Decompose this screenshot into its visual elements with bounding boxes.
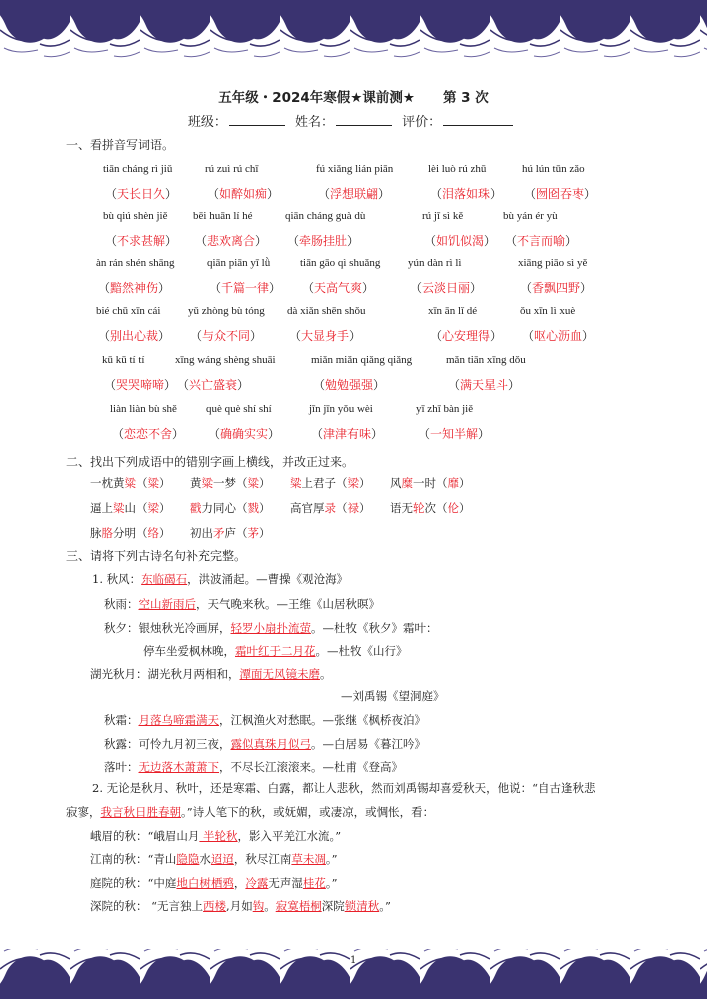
line-text: ，天气晚来秋。—王维《山居秋暝》 — [196, 597, 380, 611]
pinyin-text: què què shí shí — [206, 403, 272, 415]
paren-open: （ — [336, 476, 348, 490]
answer-word: 确确实实 — [220, 427, 269, 441]
line-text: 深院 — [321, 899, 345, 913]
answer-text — [105, 232, 177, 249]
filled-answer: 锁清秋 — [344, 899, 380, 913]
paren-close: ） — [165, 234, 178, 248]
answer-word: 囫囵吞枣 — [536, 187, 585, 201]
paren-close: ） — [164, 378, 177, 392]
answer-word: 浮想联翩 — [330, 187, 379, 201]
pinyin-text: kū kū tí tí — [102, 354, 145, 366]
wrong-character: 录 — [324, 501, 336, 515]
decorative-wave-border-top — [0, 0, 707, 62]
answer-text — [424, 232, 496, 249]
filled-answer: 轻罗小扇扑流萤 — [230, 621, 311, 635]
paren-close: ） — [159, 526, 171, 540]
answer-word: 云淡日丽 — [422, 281, 471, 295]
filled-answer: 迢迢 — [210, 852, 234, 866]
paren-close: ） — [255, 234, 268, 248]
line-text: 秋夕：银烛秋光冷画屏， — [104, 621, 231, 635]
line-text: 。 — [320, 667, 332, 681]
idiom-prefix: 初出 — [190, 526, 213, 540]
line-text: ,月如 — [226, 899, 253, 913]
paren-close: ） — [582, 329, 595, 343]
answer-word: 呕心沥血 — [534, 329, 583, 343]
poem-line — [92, 571, 348, 587]
idiom-item — [190, 500, 271, 516]
corrected-character: 粱 — [247, 476, 259, 490]
answer-word: 不求甚解 — [117, 234, 166, 248]
corrected-character: 伦 — [447, 501, 459, 515]
paren-close: ） — [259, 501, 271, 515]
filled-answer: 冷露 — [245, 876, 269, 890]
answer-text — [313, 376, 385, 393]
poem-line — [341, 688, 445, 704]
paren-close: ） — [359, 476, 371, 490]
pinyin-text: yún dàn rì lì — [408, 257, 462, 269]
paren-open: （ — [302, 281, 315, 295]
line-text: 江南的秋：“青山 — [90, 852, 177, 866]
pinyin-text: qiān cháng guà dù — [285, 210, 366, 222]
paren-close: ） — [347, 234, 360, 248]
paren-close: ） — [172, 427, 185, 441]
filled-answer: 隐隐 — [176, 852, 200, 866]
filled-answer: 无边落木萧萧下 — [138, 760, 219, 774]
page-number: 1 — [350, 955, 357, 966]
grade-blank — [443, 113, 513, 126]
paren-open: （ — [313, 378, 326, 392]
line-text: 深院的秋： “无言独上 — [90, 899, 204, 913]
paren-open: （ — [136, 476, 148, 490]
paren-close: ） — [362, 281, 375, 295]
pinyin-text: qiān piān yī lǜ — [207, 257, 271, 269]
line-text: 1. 秋风： — [92, 572, 142, 586]
paren-close: ） — [259, 526, 271, 540]
paren-open: （ — [336, 501, 348, 515]
paren-open: （ — [236, 526, 248, 540]
paren-close: ） — [158, 281, 171, 295]
line-text: —刘禹锡《望洞庭》 — [341, 689, 445, 703]
paren-close: ） — [584, 187, 597, 201]
pinyin-text: xīn ān lǐ dé — [428, 305, 478, 317]
paren-close: ） — [349, 329, 362, 343]
paren-close: ） — [159, 476, 171, 490]
line-text: ，秋尽江南 — [233, 852, 292, 866]
title-session: 第 3 次 — [442, 90, 489, 106]
section3-heading: 三、请将下列古诗名句补充完整。 — [66, 549, 247, 563]
idiom-item — [190, 475, 271, 491]
poem-line — [90, 898, 391, 914]
wrong-character: 粱 — [201, 476, 213, 490]
answer-word: 千篇一律 — [221, 281, 270, 295]
corrected-character: 靡 — [447, 476, 459, 490]
poem-line — [104, 596, 380, 612]
answer-word: 天长日久 — [117, 187, 166, 201]
pinyin-text: rú zuì rú chī — [205, 163, 259, 175]
wrong-character: 粱 — [113, 501, 125, 515]
filled-answer: 空山新雨后 — [138, 597, 196, 611]
title-main: 五年级・2024年寒假★课前测★ — [218, 90, 415, 106]
paren-open: （ — [522, 329, 535, 343]
line-text: 无声湿 — [268, 876, 303, 890]
line-text: 湖光秋月：湖光秋月两相和， — [90, 667, 240, 681]
answer-word: 黯然神伤 — [110, 281, 159, 295]
paren-close: ） — [378, 187, 391, 201]
paren-open: （ — [98, 329, 111, 343]
line-text: 。”诗人笔下的秋，或妩媚，或凄凉，或惆怅，看： — [181, 805, 435, 819]
answer-word: 与众不同 — [202, 329, 251, 343]
poem-line — [90, 875, 338, 891]
paren-open: （ — [195, 234, 208, 248]
idiom-suffix: 力同心 — [201, 501, 236, 515]
line-text: 。 — [264, 899, 276, 913]
poem-line — [104, 712, 426, 728]
grade-label: 评价： — [402, 115, 442, 130]
idiom-prefix: 高官厚 — [290, 501, 325, 515]
line-text: 寂寥， — [66, 805, 101, 819]
line-text: 秋露：可怜九月初三夜， — [104, 737, 231, 751]
wrong-character: 粱 — [290, 476, 302, 490]
corrected-character: 梁 — [147, 501, 159, 515]
student-info-line — [0, 111, 707, 130]
answer-word: 不言而喻 — [517, 234, 566, 248]
idiom-item — [390, 475, 471, 491]
line-text: ，影入平羌江水流。” — [237, 829, 342, 843]
idiom-suffix: 庐 — [224, 526, 236, 540]
idiom-item — [290, 500, 371, 516]
pinyin-text: dà xiǎn shēn shǒu — [287, 305, 366, 317]
answer-word: 兴亡盛衰 — [189, 378, 238, 392]
answer-text — [522, 327, 594, 344]
pinyin-text: àn rán shén shāng — [96, 257, 175, 269]
wrong-character: 糜 — [401, 476, 413, 490]
answer-text — [410, 279, 482, 296]
paren-open: （ — [207, 187, 220, 201]
filled-answer: 桂花 — [302, 876, 326, 890]
filled-answer: 西楼 — [203, 899, 227, 913]
answer-text — [207, 185, 279, 202]
paren-close: ） — [580, 281, 593, 295]
poem-line — [66, 804, 434, 820]
paren-open: （ — [136, 526, 148, 540]
answer-text — [418, 425, 490, 442]
paren-open: （ — [311, 427, 324, 441]
answer-text — [302, 279, 374, 296]
section1-heading: 一、看拼音写词语。 — [66, 138, 175, 152]
answer-word: 哭哭啼啼 — [116, 378, 165, 392]
line-text: 。—杜牧《山行》 — [315, 644, 408, 658]
paren-close: ） — [159, 501, 171, 515]
line-text: 。” — [325, 852, 338, 866]
paren-close: ） — [158, 329, 171, 343]
paren-open: （ — [436, 476, 448, 490]
idiom-item — [90, 500, 171, 516]
paren-open: （ — [289, 329, 302, 343]
poem-line — [104, 620, 438, 636]
section2-heading: 二、找出下列成语中的错别字画上横线，并改正过来。 — [66, 455, 355, 469]
idiom-suffix: 一时 — [413, 476, 436, 490]
name-blank — [336, 113, 392, 126]
pinyin-text: tiān cháng rì jiǔ — [103, 163, 173, 175]
paren-close: ） — [470, 281, 483, 295]
line-text: 水 — [199, 852, 211, 866]
paren-open: （ — [410, 281, 423, 295]
answer-text — [190, 327, 262, 344]
line-text: 2. 无论是秋月、秋叶，还是寒霜、白露，都让人悲秋，然而刘禹锡却喜爱秋天，他说：“自古逢秋悲 — [92, 781, 596, 795]
line-text: ，江枫渔火对愁眠。—张继《枫桥夜泊》 — [219, 713, 426, 727]
idiom-suffix: 分明 — [113, 526, 136, 540]
paren-open: （ — [236, 501, 248, 515]
pinyin-text: fú xiǎng lián piān — [316, 163, 394, 175]
pinyin-text: bù yán ér yù — [503, 210, 558, 222]
paren-close: ） — [259, 476, 271, 490]
paren-open: （ — [236, 476, 248, 490]
pinyin-text: bēi huān lí hé — [193, 210, 253, 222]
paren-close: ） — [490, 187, 503, 201]
filled-answer: 寂寞梧桐 — [275, 899, 322, 913]
line-text: 庭院的秋：“中庭 — [90, 876, 177, 890]
answer-word: 泪落如珠 — [442, 187, 491, 201]
pinyin-text: yī zhī bàn jiě — [416, 403, 474, 415]
filled-answer: 地白树栖鸦 — [176, 876, 234, 890]
paren-open: （ — [190, 329, 203, 343]
paren-open: （ — [177, 378, 190, 392]
class-label: 班级： — [187, 115, 227, 130]
pinyin-text: xiāng piāo sì yě — [518, 257, 588, 269]
idiom-prefix: 脉 — [90, 526, 102, 540]
line-text: 。—白居易《暮江吟》 — [311, 737, 426, 751]
pinyin-text: hú lún tūn zǎo — [522, 163, 585, 175]
line-text: 峨眉的秋：“峨眉山月 — [90, 829, 200, 843]
paren-close: ） — [459, 476, 471, 490]
idiom-prefix: 风 — [390, 476, 402, 490]
line-text: 。—杜牧《秋夕》霜叶： — [311, 621, 438, 635]
paren-open: （ — [436, 501, 448, 515]
paren-close: ） — [269, 281, 282, 295]
answer-text — [98, 279, 170, 296]
pinyin-text: jīn jīn yǒu wèi — [309, 403, 373, 415]
corrected-character: 戮 — [247, 501, 259, 515]
wrong-character: 矛 — [213, 526, 225, 540]
filled-answer: 草未凋 — [291, 852, 326, 866]
pinyin-text: yǔ zhòng bù tóng — [188, 305, 265, 317]
answer-text — [289, 327, 361, 344]
paren-open: （ — [520, 281, 533, 295]
paren-open: （ — [430, 329, 443, 343]
line-text: 。” — [379, 899, 391, 913]
line-text: 停车坐爱枫林晚， — [143, 644, 235, 658]
paren-open: （ — [424, 234, 437, 248]
answer-text — [430, 327, 502, 344]
paren-open: （ — [318, 187, 331, 201]
line-text: 秋霜： — [104, 713, 139, 727]
paren-open: （ — [524, 187, 537, 201]
answer-text — [98, 327, 170, 344]
idiom-item — [190, 525, 271, 541]
answer-word: 天高气爽 — [314, 281, 363, 295]
paren-close: ） — [237, 378, 250, 392]
poem-line — [90, 828, 341, 844]
filled-answer: 露似真珠月似弓 — [230, 737, 311, 751]
corrected-character: 粱 — [147, 476, 159, 490]
idiom-suffix: 次 — [424, 501, 436, 515]
answer-text — [318, 185, 390, 202]
paren-close: ） — [490, 329, 503, 343]
line-text: ，不尽长江滚滚来。—杜甫《登高》 — [219, 760, 403, 774]
pinyin-text: tiān gāo qì shuǎng — [300, 257, 381, 269]
line-text: 。” — [325, 876, 338, 890]
pinyin-text: bù qiú shèn jiě — [103, 210, 168, 222]
corrected-character: 茅 — [247, 526, 259, 540]
idiom-item — [290, 475, 371, 491]
filled-answer: 东临碣石 — [141, 572, 188, 586]
filled-answer: 潭面无风镜未磨 — [239, 667, 320, 681]
paren-open: （ — [98, 281, 111, 295]
line-text: 落叶： — [104, 760, 139, 774]
filled-answer: 月落乌啼霜满天 — [138, 713, 219, 727]
filled-answer: 钩 — [252, 899, 265, 913]
wrong-character: 胳 — [101, 526, 113, 540]
wrong-character: 戳 — [190, 501, 202, 515]
poem-line — [143, 643, 408, 659]
pinyin-text: lèi luò rú zhū — [428, 163, 487, 175]
line-text: 秋雨： — [104, 597, 139, 611]
paren-open: （ — [505, 234, 518, 248]
pinyin-text: liàn liàn bù shě — [110, 403, 177, 415]
answer-text — [105, 185, 177, 202]
answer-text — [287, 232, 359, 249]
idiom-item — [90, 525, 171, 541]
answer-word: 一知半解 — [430, 427, 479, 441]
paren-open: （ — [209, 281, 222, 295]
paren-close: ） — [267, 187, 280, 201]
answer-text — [209, 279, 281, 296]
wrong-character: 粱 — [124, 476, 136, 490]
idiom-prefix: 一枕黄 — [90, 476, 125, 490]
pinyin-text: miǎn miǎn qiǎng qiǎng — [311, 354, 413, 366]
idiom-item — [390, 500, 471, 516]
answer-text — [430, 185, 502, 202]
pinyin-text: xīng wáng shèng shuāi — [175, 354, 276, 366]
idiom-prefix: 逼上 — [90, 501, 113, 515]
paren-open: （ — [208, 427, 221, 441]
answer-word: 津津有味 — [323, 427, 372, 441]
name-label: 姓名： — [294, 115, 334, 130]
paren-close: ） — [359, 501, 371, 515]
answer-text — [448, 376, 520, 393]
answer-text — [195, 232, 267, 249]
paren-close: ） — [373, 378, 386, 392]
paren-close: ） — [459, 501, 471, 515]
paren-open: （ — [105, 234, 118, 248]
corrected-character: 络 — [147, 526, 159, 540]
pinyin-text: rú jī sì kě — [422, 210, 464, 222]
filled-answer: 我言秋日胜春朝 — [100, 805, 181, 819]
answer-word: 满天星斗 — [460, 378, 509, 392]
paren-open: （ — [287, 234, 300, 248]
paren-close: ） — [508, 378, 521, 392]
corrected-character: 梁 — [347, 476, 359, 490]
answer-text — [112, 425, 184, 442]
answer-text — [524, 185, 596, 202]
answer-word: 勉勉强强 — [325, 378, 374, 392]
answer-word: 牵肠挂肚 — [299, 234, 348, 248]
answer-text — [104, 376, 176, 393]
paren-close: ） — [268, 427, 281, 441]
filled-answer: 霜叶红于二月花 — [235, 644, 316, 658]
paren-close: ） — [165, 187, 178, 201]
pinyin-text: ǒu xīn lì xuè — [520, 305, 576, 317]
answer-text — [177, 376, 249, 393]
idiom-prefix: 黄 — [190, 476, 202, 490]
answer-word: 如饥似渴 — [436, 234, 485, 248]
paren-close: ） — [250, 329, 263, 343]
paren-close: ） — [478, 427, 491, 441]
answer-word: 如醉如痴 — [219, 187, 268, 201]
paren-open: （ — [430, 187, 443, 201]
pinyin-text: mǎn tiān xīng dǒu — [446, 354, 526, 366]
idiom-prefix: 语无 — [390, 501, 413, 515]
filled-answer: 半轮秋 — [199, 829, 238, 843]
class-blank — [229, 113, 285, 126]
answer-word: 心安理得 — [442, 329, 491, 343]
corrected-character: 禄 — [347, 501, 359, 515]
answer-text — [208, 425, 280, 442]
answer-word: 香飘四野 — [532, 281, 581, 295]
poem-line — [92, 780, 596, 796]
answer-text — [520, 279, 592, 296]
paren-open: （ — [136, 501, 148, 515]
pinyin-text: bié chū xīn cái — [96, 305, 161, 317]
line-text: ， — [233, 876, 246, 890]
idiom-suffix: 一梦 — [213, 476, 236, 490]
line-text: ，洪波涌起。—曹操《观沧海》 — [187, 572, 349, 586]
answer-word: 别出心裁 — [110, 329, 159, 343]
paren-open: （ — [418, 427, 431, 441]
idiom-suffix: 上君子 — [301, 476, 336, 490]
idiom-suffix: 山 — [124, 501, 136, 515]
poem-line — [90, 666, 332, 682]
paren-close: ） — [371, 427, 384, 441]
answer-word: 大显身手 — [301, 329, 350, 343]
paren-open: （ — [104, 378, 117, 392]
poem-line — [90, 851, 338, 867]
idiom-item — [90, 475, 171, 491]
wrong-character: 轮 — [413, 501, 425, 515]
poem-line — [104, 759, 403, 775]
answer-text — [311, 425, 383, 442]
page-title — [0, 86, 707, 106]
paren-open: （ — [448, 378, 461, 392]
poem-line — [104, 736, 426, 752]
paren-open: （ — [112, 427, 125, 441]
paren-open: （ — [105, 187, 118, 201]
answer-word: 恋恋不舍 — [124, 427, 173, 441]
answer-word: 悲欢离合 — [207, 234, 256, 248]
answer-text — [505, 232, 577, 249]
paren-close: ） — [484, 234, 497, 248]
paren-close: ） — [565, 234, 578, 248]
